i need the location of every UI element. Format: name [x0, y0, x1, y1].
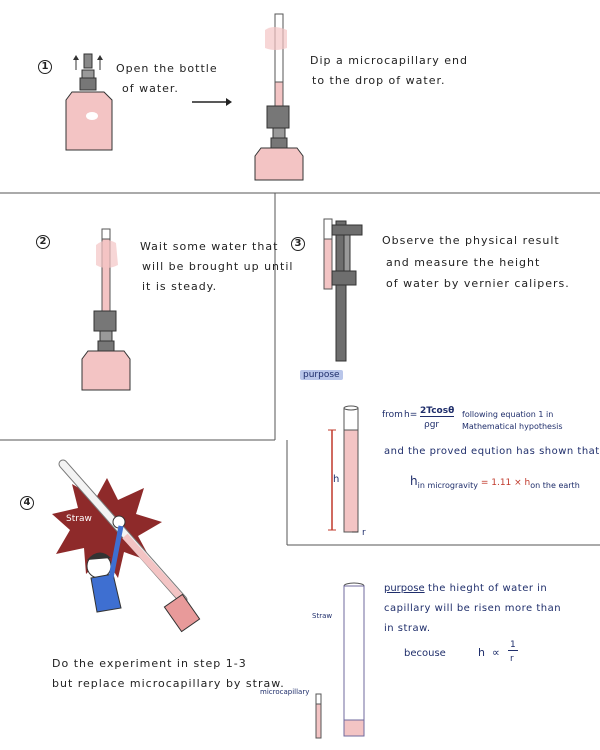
purpose-2-label: purpose: [384, 583, 425, 594]
proportional-denominator: r: [510, 654, 514, 664]
purpose-1-highlight: purpose: [300, 370, 343, 380]
microcapillary-label: microcapillary: [260, 688, 310, 696]
caliper-icon: [318, 215, 378, 365]
step-3-number: 3: [291, 237, 305, 251]
r-axis-label: r: [362, 528, 366, 538]
formula-from: from: [382, 410, 403, 420]
step-4-number: 4: [20, 496, 34, 510]
straw-tube-icon: [334, 582, 374, 742]
formula-numerator: 2Tcosθ: [420, 406, 455, 416]
result-sub-earth: on the earth: [530, 480, 580, 490]
step-2-text-line-3: it is steady.: [142, 280, 218, 293]
step-3-text-line-2: and measure the height: [386, 256, 541, 269]
proved-text: and the proved eqution has shown that: [384, 446, 600, 457]
step-2-text-line-2: will be brought up until: [142, 260, 294, 273]
because-label: becouse: [404, 648, 446, 659]
purpose-2-line-1: the hieght of water in: [428, 583, 548, 594]
result-h-micro: h: [410, 474, 418, 488]
formula-following: following equation 1 in: [462, 410, 554, 419]
straw-tube-label: Straw: [312, 612, 333, 620]
h-axis-label: h: [333, 474, 340, 485]
step-2-number: 2: [36, 235, 50, 249]
step-1-text-line-2: of water.: [122, 82, 179, 95]
proportional-numerator: 1: [510, 640, 516, 650]
purpose-2-line-3: in straw.: [384, 623, 431, 634]
step-1b-text-line-1: Dip a microcapillary end: [310, 54, 469, 67]
purpose-1-label: [300, 370, 343, 380]
step-2-text-line-1: Wait some water that: [140, 240, 279, 253]
arrow-right-icon: [192, 97, 232, 107]
step-3-text-line-1: Observe the physical result: [382, 234, 560, 247]
formula-h: h=: [404, 410, 418, 420]
step-3-text-line-3: of water by vernier calipers.: [386, 277, 570, 290]
burst-label: Straw: [66, 514, 92, 524]
step-4-text-line-1: Do the experiment in step 1-3: [52, 657, 247, 670]
result-equation: [410, 474, 580, 490]
step-1-text-line-1: Open the bottle: [116, 62, 218, 75]
bottle-open-icon: [60, 50, 120, 160]
step-1-number: 1: [38, 60, 52, 74]
result-equals: = 1.11 × h: [480, 478, 531, 488]
formula-denominator: ρgr: [424, 420, 440, 430]
formula-hypothesis: Mathematical hypothesis: [462, 422, 563, 431]
purpose-2-line-2: capillary will be risen more than: [384, 603, 562, 614]
step-4-text-line-2: but replace microcapillary by straw.: [52, 677, 285, 690]
child-with-straw-icon: [55, 460, 225, 660]
proportional-symbol: ∝: [492, 646, 500, 659]
bottle-with-filled-capillary-icon: [78, 225, 148, 395]
microcapillary-icon: [312, 692, 326, 742]
step-1b-text-line-2: to the drop of water.: [312, 74, 446, 87]
result-sub-micro: in microgravity: [417, 480, 478, 490]
capillary-measure-icon: [322, 400, 382, 540]
bottle-with-capillary-icon: [245, 10, 315, 180]
proportional-h: h: [478, 646, 485, 659]
